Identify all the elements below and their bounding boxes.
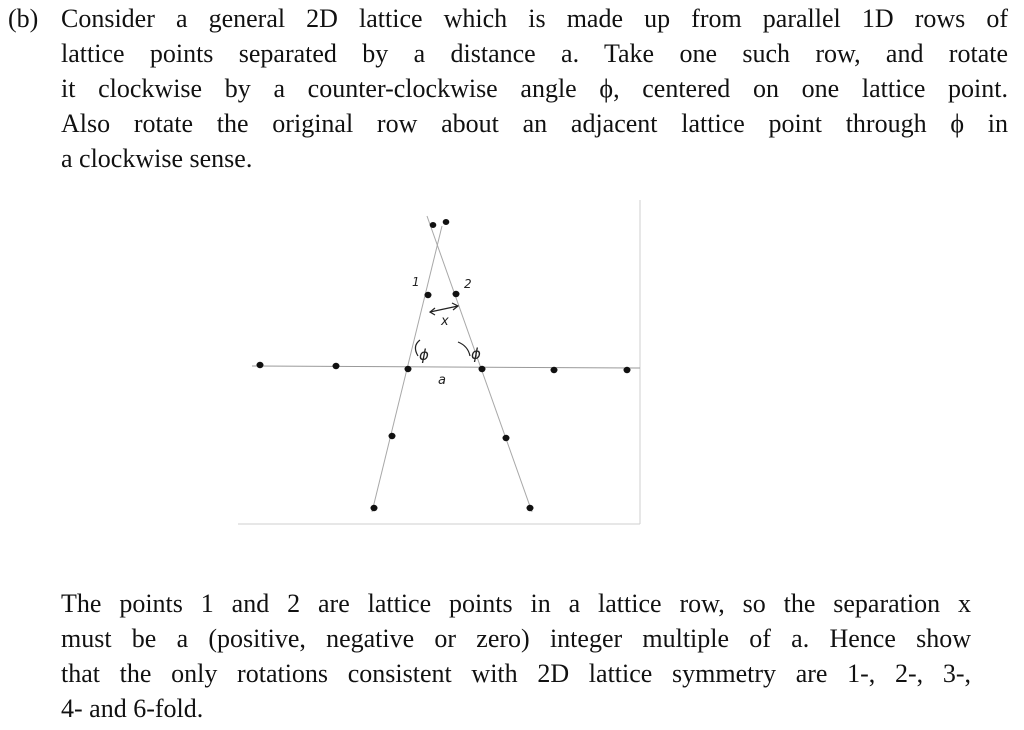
part-label: (b) [8,4,39,33]
statement-line-3: it clockwise by a counter-clockwise angle ϕ, centered on one lattice point. [61,74,1008,103]
follow-up-line-2: must be a (positive, negative or zero) integer multiple of a. Hence show [61,624,971,653]
point-label-2: 2 [464,277,472,291]
separation-label: x [441,314,449,329]
spacing-label: a [438,373,446,388]
statement-line-4: Also rotate the original row about an adjacent lattice point through ϕ in [61,109,1008,138]
lattice-point [371,505,378,511]
statement-line-1: Consider a general 2D lattice which is made up from parallel 1D rows of [61,4,1008,33]
lattice-point-1 [425,292,432,298]
rotated-row-right-line [427,216,532,512]
lattice-point [503,435,510,441]
follow-up-line-1: The points 1 and 2 are lattice points in a lattice row, so the separation x [61,589,971,618]
point-label-1: 1 [412,275,420,289]
angle-label-right: ϕ [471,345,481,363]
lattice-point [551,367,558,373]
follow-up-statement [61,586,971,726]
lattice-point [333,363,340,369]
statement-line-5: a clockwise sense. [61,144,253,173]
angle-label-left: ϕ [419,346,429,364]
lattice-point [257,362,264,368]
follow-up-line-4: 4- and 6-fold. [61,694,204,723]
lattice-point [624,367,631,373]
lattice-rotation-figure [232,196,652,531]
follow-up-line-3: that the only rotations consistent with 2D lattice symmetry are 1-, 2-, 3-, [61,659,971,688]
statement-line-2: lattice points separated by a distance a. Take one such row, and rotate [61,39,1008,68]
angle-arc-right [458,342,470,356]
lattice-point-2 [453,291,460,297]
lattice-point [479,366,486,372]
lattice-point [527,505,534,511]
lattice-point [389,433,396,439]
original-row-line [252,366,640,368]
lattice-point [405,366,412,372]
lattice-point [430,222,437,228]
problem-statement [8,1,1008,176]
lattice-point [443,219,450,225]
